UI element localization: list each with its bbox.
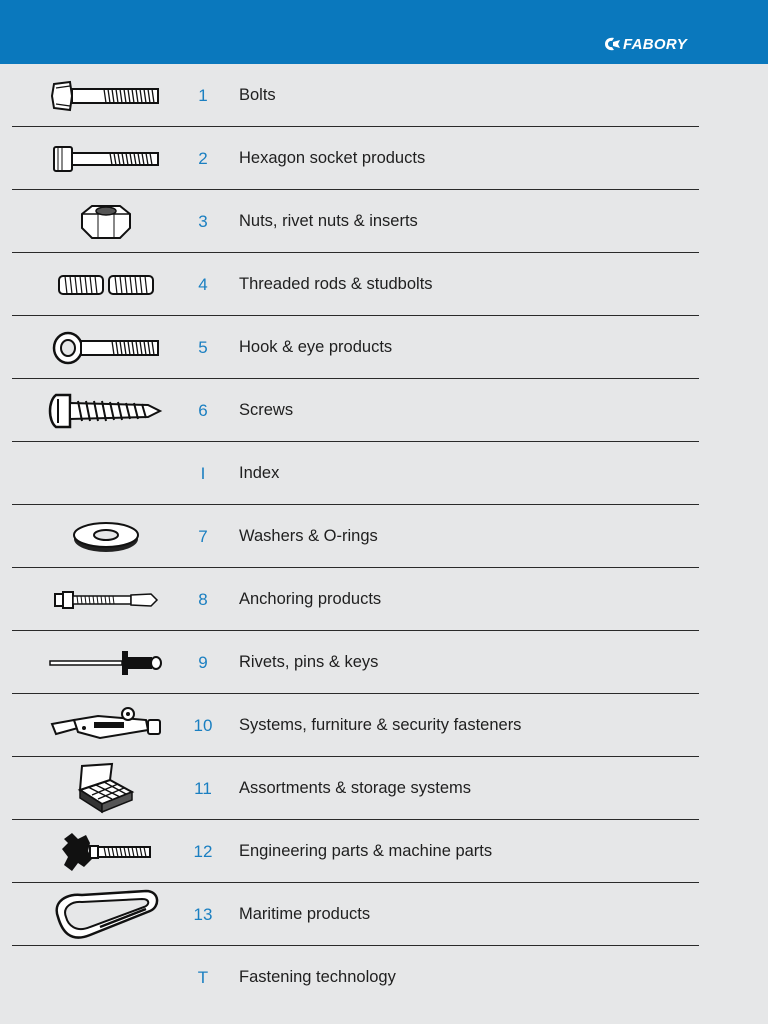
category-row-bolts[interactable]	[0, 64, 768, 127]
category-label: Maritime products	[239, 905, 371, 923]
category-number: 10	[193, 716, 213, 735]
eye-bolt-icon	[50, 330, 162, 366]
category-row-threaded-rods[interactable]	[0, 253, 768, 316]
category-number: I	[200, 464, 206, 483]
threaded-rod-icon	[56, 273, 156, 297]
socket-cap-screw-icon	[50, 144, 162, 174]
category-row-systems[interactable]	[0, 694, 768, 757]
category-label: Hexagon socket products	[239, 149, 426, 167]
category-row-screws[interactable]	[0, 379, 768, 442]
category-label: Rivets, pins & keys	[239, 653, 379, 671]
category-number: 3	[198, 212, 208, 231]
assortment-box-icon	[76, 762, 136, 816]
snap-hook-icon	[50, 887, 162, 943]
category-row-assortments[interactable]	[0, 757, 768, 820]
blind-rivet-icon	[48, 647, 164, 679]
category-row-nuts[interactable]	[0, 190, 768, 253]
category-row-engineering[interactable]	[0, 820, 768, 883]
star-knob-icon	[58, 827, 154, 877]
category-label: Systems, furniture & security fasteners	[239, 716, 522, 734]
category-number: 2	[198, 149, 208, 168]
category-row-maritime[interactable]	[0, 883, 768, 946]
category-row-anchoring[interactable]	[0, 568, 768, 631]
fabory-logo	[602, 35, 687, 53]
category-number: 12	[193, 842, 213, 861]
category-label: Screws	[239, 401, 294, 419]
category-row-hook-eye[interactable]	[0, 316, 768, 379]
category-label: Hook & eye products	[239, 338, 393, 356]
category-number: 1	[198, 86, 208, 105]
fabory-logo-icon	[602, 36, 622, 52]
category-number: 6	[198, 401, 208, 420]
category-number: 4	[198, 275, 208, 294]
category-label: Nuts, rivet nuts & inserts	[239, 212, 418, 230]
toggle-latch-icon	[48, 706, 164, 746]
category-row-fastening-technology[interactable]	[0, 946, 768, 1009]
category-label: Washers & O-rings	[239, 527, 378, 545]
category-number: T	[197, 968, 209, 987]
category-row-hexagon-socket[interactable]	[0, 127, 768, 190]
header-bar	[0, 0, 768, 64]
category-label: Threaded rods & studbolts	[239, 275, 433, 293]
hex-bolt-icon	[50, 78, 162, 114]
hex-nut-icon	[78, 202, 134, 242]
category-label: Fastening technology	[239, 968, 396, 986]
category-label: Assortments & storage systems	[239, 779, 471, 797]
brand-name: FABORY	[623, 35, 688, 53]
wedge-anchor-icon	[51, 588, 161, 612]
category-number: 7	[198, 527, 208, 546]
category-row-rivets[interactable]	[0, 631, 768, 694]
category-label: Index	[239, 464, 280, 482]
category-number: 8	[198, 590, 208, 609]
category-number: 5	[198, 338, 208, 357]
category-row-index[interactable]	[0, 442, 768, 505]
category-row-washers[interactable]	[0, 505, 768, 568]
category-label: Bolts	[239, 86, 276, 104]
category-number: 11	[194, 779, 212, 798]
washer-icon	[71, 520, 141, 554]
category-number: 13	[193, 905, 213, 924]
category-label: Anchoring products	[239, 590, 382, 608]
category-list	[0, 64, 768, 1009]
tapping-screw-icon	[48, 391, 164, 431]
category-label: Engineering parts & machine parts	[239, 842, 493, 860]
category-number: 9	[198, 653, 208, 672]
